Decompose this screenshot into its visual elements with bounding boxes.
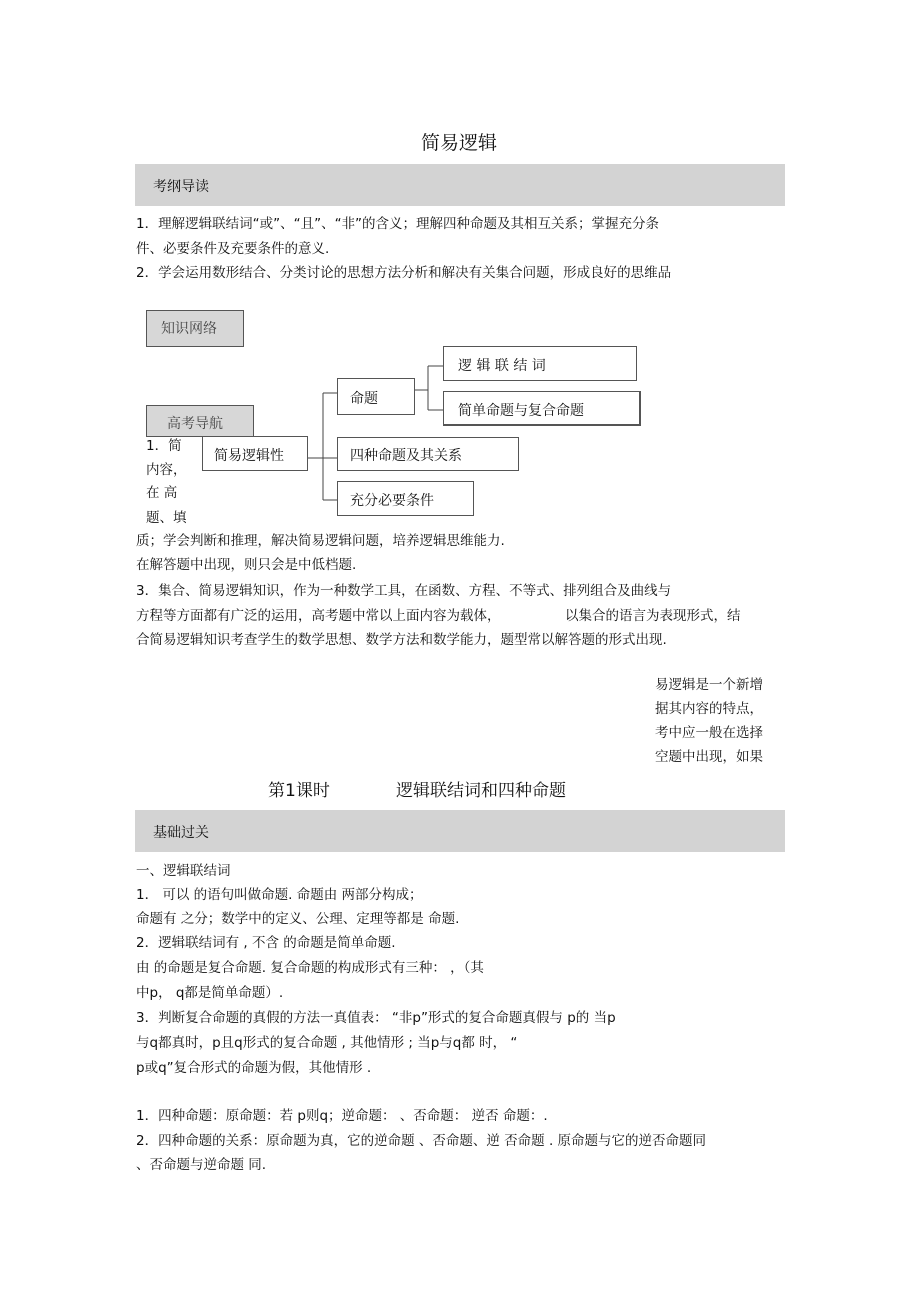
guide-item-3-cont-c: 合简易逻辑知识考查学生的数学思想、数学方法和数学能力，题型常以解答题的形式出现. — [136, 632, 667, 648]
basic-item-1: 1． 可以 的语句叫做命题. 命题由 两部分构成； — [136, 887, 423, 903]
basic-item-2: 2．逻辑联结词有 , 不含 的命题是简单命题. — [136, 935, 396, 951]
section-header-basic — [135, 810, 785, 852]
node-sufficient-necessary: 充分必要条件 — [337, 481, 474, 516]
basic-item-2-cont-2: 中p， q都是简单命题）. — [136, 985, 284, 1001]
guide-line-2: 在解答题中出现，则只会是中低档题. — [136, 557, 357, 573]
node-connectives: 逻 辑 联 结 词 — [443, 346, 637, 381]
outline-item-1-cont: 件、必要条件及充要条件的意义. — [136, 241, 330, 257]
guide-line-1: 质；学会判断和推理，解决简易逻辑问题，培养逻辑思维能力. — [136, 533, 505, 549]
knowledge-network-label: 知识网络 — [146, 310, 244, 347]
outline-item-1: 1．理解逻辑联结词“或”、“且”、“非”的含义；理解四种命题及其相互关系；掌握充分条 — [136, 216, 660, 232]
page-title: 简易逻辑 — [421, 132, 498, 154]
node-four-propositions: 四种命题及其关系 — [337, 437, 519, 471]
lesson-title: 逻辑联结词和四种命题 — [396, 781, 566, 801]
guide-right-2: 据其内容的特点， — [655, 701, 763, 717]
guide-item-3: 3．集合、简易逻辑知识，作为一种数学工具，在函数、方程、不等式、排列组合及曲线与 — [136, 583, 672, 599]
lesson-label: 第1课时 — [268, 781, 330, 801]
basic-item-1-cont: 命题有 之分；数学中的定义、公理、定理等都是 命题. — [136, 911, 460, 927]
guide-side-2: 内容， — [146, 462, 187, 478]
four-props-item-1: 1．四种命题：原命题：若 p则q；逆命题： 、否命题： 逆否 命题：. — [136, 1108, 548, 1124]
section-header-label: 基础过关 — [153, 825, 209, 841]
outline-item-2: 2．学会运用数形结合、分类讨论的思想方法分析和解决有关集合问题，形成良好的思维品 — [136, 265, 672, 281]
guide-right-1: 易逻辑是一个新增 — [655, 677, 763, 693]
basic-heading: 一、逻辑联结词 — [136, 863, 231, 879]
guide-side-4: 题、填 — [146, 510, 187, 526]
guide-right-3: 考中应一般在选择 — [655, 725, 763, 741]
basic-item-3-cont-2: p或q”复合形式的命题为假，其他情形 . — [136, 1060, 372, 1076]
node-root: 简易逻辑性 — [202, 436, 308, 471]
node-simple-compound: 简单命题与复合命题 — [443, 391, 641, 426]
node-proposition: 命题 — [337, 378, 415, 415]
guide-side-3: 在 高 — [146, 485, 178, 501]
section-header-label: 考纲导读 — [153, 179, 209, 195]
guide-side-1: 1．简 — [146, 438, 182, 454]
guide-right-4: 空题中出现，如果 — [655, 749, 763, 765]
four-props-item-2-cont: 、否命题与逆命题 同. — [136, 1157, 267, 1173]
basic-item-3: 3．判断复合命题的真假的方法一真值表： “非p”形式的复合命题真假与 p的 当p — [136, 1010, 616, 1026]
exam-guide-label: 高考导航 — [146, 405, 254, 437]
guide-item-3-cont-b: 以集合的语言为表现形式，结 — [565, 608, 741, 624]
basic-item-3-cont: 与q都真时，p且q形式的复合命题 , 其他情形 ; 当p与q都 时， “ — [136, 1035, 518, 1051]
guide-item-3-cont-a: 方程等方面都有广泛的运用，高考题中常以上面内容为载体， — [136, 608, 501, 624]
four-props-item-2: 2．四种命题的关系：原命题为真，它的逆命题 、否命题、逆 否命题 . 原命题与它的逆否命题同 — [136, 1133, 707, 1149]
basic-item-2-cont: 由 的命题是复合命题. 复合命题的构成形式有三种： ，（其 — [136, 960, 484, 976]
